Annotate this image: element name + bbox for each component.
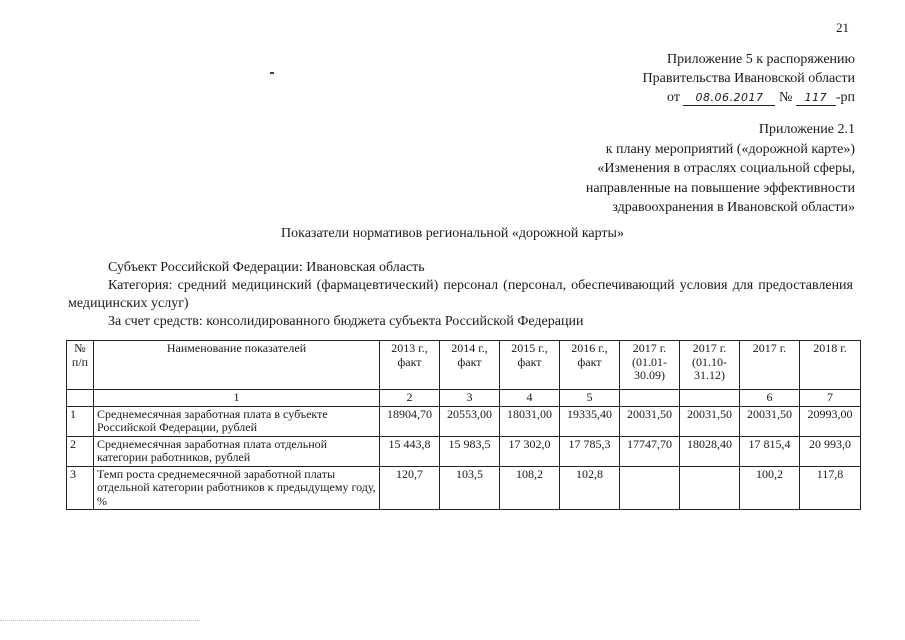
value-cell xyxy=(680,466,740,510)
scan-artifact xyxy=(270,72,274,74)
colnum-cell: 5 xyxy=(560,390,620,407)
value-cell: 20553,00 xyxy=(440,406,500,436)
appendix-2-1-header xyxy=(435,120,855,218)
value-cell: 120,7 xyxy=(380,466,440,510)
header-2016: 2016 г., факт xyxy=(560,341,620,390)
value-cell: 20031,50 xyxy=(740,406,800,436)
header-num: № п/п xyxy=(67,341,94,390)
colnum-cell xyxy=(67,390,94,407)
row-name: Среднемесячная заработная плата отдельной категории работников, рублей xyxy=(94,436,380,466)
value-cell: 18904,70 xyxy=(380,406,440,436)
row-number: 1 xyxy=(67,406,94,436)
value-cell: 18028,40 xyxy=(680,436,740,466)
header-2017: 2017 г. xyxy=(740,341,800,390)
value-cell: 15 983,5 xyxy=(440,436,500,466)
value-cell: 117,8 xyxy=(800,466,861,510)
value-cell: 17 815,4 xyxy=(740,436,800,466)
appendix-2-1-line2: к плану мероприятий («дорожной карте») xyxy=(605,141,855,157)
colnum-cell xyxy=(680,390,740,407)
colnum-cell: 4 xyxy=(500,390,560,407)
order-suffix: -рп xyxy=(835,90,855,105)
table-row xyxy=(67,406,861,436)
header-2013: 2013 г., факт xyxy=(380,341,440,390)
value-cell: 20 993,0 xyxy=(800,436,861,466)
value-cell: 100,2 xyxy=(740,466,800,510)
table-header-row xyxy=(67,341,861,390)
value-cell: 17 302,0 xyxy=(500,436,560,466)
value-cell: 17747,70 xyxy=(620,436,680,466)
appendix-2-1-line3: «Изменения в отраслях социальной сферы, xyxy=(597,161,855,176)
table-row xyxy=(67,466,861,510)
category-paragraph: Категория: средний медицинский (фармацевтический) персонал (персонал, обеспечивающий условия для предоставления медицинских услуг) xyxy=(68,278,853,311)
appendix-2-1-line5: здравоохранения в Ивановской области» xyxy=(612,200,855,215)
funding-line: За счет средств: консолидированного бюджета субъекта Российской Федерации xyxy=(108,314,584,329)
page-number: 21 xyxy=(836,20,849,35)
header-2014: 2014 г., факт xyxy=(440,341,500,390)
value-cell: 102,8 xyxy=(560,466,620,510)
value-cell: 103,5 xyxy=(440,466,500,510)
row-name: Темп роста среднемесячной заработной платы отдельной категории работников к предыдущему году, % xyxy=(94,466,380,510)
order-number: 117 xyxy=(796,91,836,106)
header-2017-q1-q3: 2017 г. (01.01-30.09) xyxy=(620,341,680,390)
number-label: № xyxy=(778,90,793,105)
header-name: Наименование показателей xyxy=(94,341,380,390)
colnum-cell: 3 xyxy=(440,390,500,407)
value-cell: 15 443,8 xyxy=(380,436,440,466)
scan-margin-marks xyxy=(0,617,200,621)
table-row xyxy=(67,436,861,466)
value-cell: 19335,40 xyxy=(560,406,620,436)
value-cell: 108,2 xyxy=(500,466,560,510)
indicators-table xyxy=(66,340,861,510)
row-name: Среднемесячная заработная плата в субъекте Российской Федерации, рублей xyxy=(94,406,380,436)
colnum-cell: 6 xyxy=(740,390,800,407)
appendix-5-date-line xyxy=(535,88,855,107)
value-cell: 20031,50 xyxy=(680,406,740,436)
value-cell xyxy=(620,466,680,510)
value-cell: 20031,50 xyxy=(620,406,680,436)
value-cell: 20993,00 xyxy=(800,406,861,436)
subject-line: Субъект Российской Федерации: Ивановская область xyxy=(108,260,425,275)
value-cell: 17 785,3 xyxy=(560,436,620,466)
row-number: 2 xyxy=(67,436,94,466)
appendix-5-line1: Приложение 5 к распоряжению xyxy=(667,52,855,67)
header-2017-q4: 2017 г. (01.10-31.12) xyxy=(680,341,740,390)
appendix-5-header xyxy=(535,50,855,107)
appendix-2-1-line4: направленные на повышение эффективности xyxy=(585,180,855,196)
order-date: 08.06.2017 xyxy=(683,91,775,106)
colnum-cell: 2 xyxy=(380,390,440,407)
header-2018: 2018 г. xyxy=(800,341,861,390)
column-number-row xyxy=(67,390,861,407)
row-number: 3 xyxy=(67,466,94,510)
colnum-cell: 7 xyxy=(800,390,861,407)
header-2015: 2015 г., факт xyxy=(500,341,560,390)
appendix-5-line2: Правительства Ивановской области xyxy=(642,71,855,86)
appendix-2-1-line1: Приложение 2.1 xyxy=(758,122,855,137)
value-cell: 18031,00 xyxy=(500,406,560,436)
from-label: от xyxy=(667,90,680,105)
document-title: Показатели нормативов региональной «дорожной карты» xyxy=(281,226,624,241)
colnum-cell xyxy=(620,390,680,407)
colnum-cell: 1 xyxy=(94,390,380,407)
